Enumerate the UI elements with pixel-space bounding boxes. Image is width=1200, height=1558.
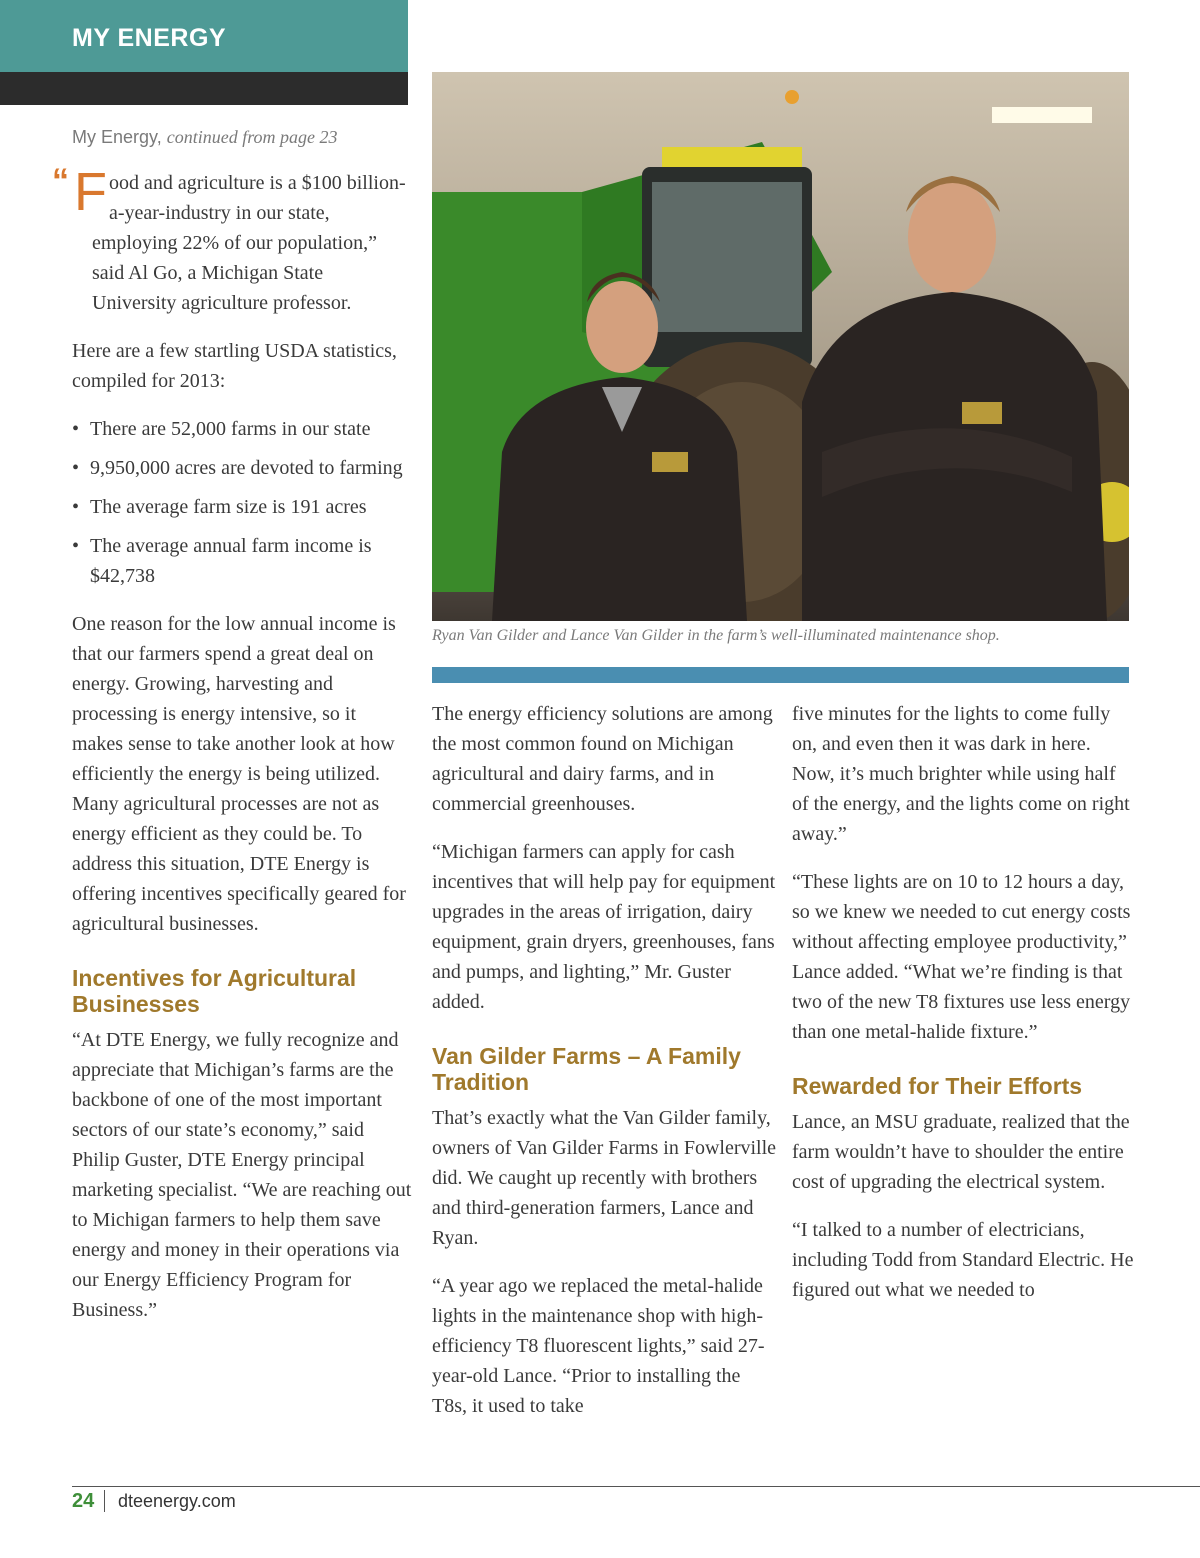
body-paragraph: five minutes for the lights to come fully on, and even then it was dark in here. Now, it’s much brighter while using half of the energy, and the lights come on right away.” bbox=[792, 703, 1130, 845]
list-item: • The average farm size is 191 acres bbox=[72, 492, 412, 522]
section-header bbox=[0, 0, 408, 72]
photo-caption: Ryan Van Gilder and Lance Van Gilder in the farm’s well-illuminated maintenance shop. bbox=[432, 627, 1000, 644]
body-paragraph: “Michigan farmers can apply for cash incentives that will help pay for equipment upgrades in the areas of irrigation, dairy equipment, grain dryers, greenhouses, fans and pumps, and lighting,” Mr. Guster added. bbox=[432, 841, 776, 1013]
subhead-incentives: Incentives for Agricultural Businesses bbox=[72, 965, 357, 1017]
section-title: MY ENERGY bbox=[72, 24, 227, 52]
middle-column bbox=[432, 699, 777, 1439]
footer-website: dteenergy.com bbox=[118, 1491, 236, 1511]
body-paragraph: That’s exactly what the Van Gilder family, owners of Van Gilder Farms in Fowlerville did. We caught up recently with brothers and third-generation farmers, Lance and Ryan. bbox=[432, 1107, 777, 1249]
section-header-bar bbox=[0, 72, 408, 105]
continued-note: My Energy, continued from page 23 bbox=[72, 127, 338, 147]
page-number: 24 bbox=[72, 1490, 95, 1512]
drop-cap: F bbox=[74, 162, 107, 222]
subhead-rewarded: Rewarded for Their Efforts bbox=[792, 1073, 1083, 1099]
farm-photo-illustration bbox=[432, 72, 1129, 621]
list-item: • There are 52,000 farms in our state bbox=[72, 414, 412, 444]
left-column bbox=[52, 122, 412, 1343]
subhead-van-gilder-farms: Van Gilder Farms – A Family Tradition bbox=[432, 1043, 741, 1095]
body-paragraph: “These lights are on 10 to 12 hours a day, so we knew we needed to cut energy costs without affecting employee productivity,” Lance added. “What we’re finding is that two of the new T8 fixtures use less energy than one metal-halide fixture.” bbox=[792, 871, 1131, 1043]
footer-rule bbox=[72, 1486, 1200, 1487]
continued-page-ref: continued from page 23 bbox=[166, 127, 338, 147]
open-quote-mark: “ bbox=[52, 162, 69, 200]
statistics-intro: Here are a few startling USDA statistics, compiled for 2013: bbox=[72, 340, 397, 392]
farm-photo bbox=[432, 72, 1129, 621]
list-item: • 9,950,000 acres are devoted to farming bbox=[72, 453, 412, 483]
right-column bbox=[792, 699, 1137, 1323]
body-paragraph: One reason for the low annual income is that our farmers spend a great deal on energy. Growing, harvesting and processing is energy intensive, so it makes sense to take another look at how efficiently the energy is being utilized. Many agricultural processes are not as energy efficient as they could be. To address this situation, DTE Energy is offering incentives specifically geared for agricultural businesses. bbox=[72, 613, 406, 935]
statistics-list bbox=[72, 414, 412, 591]
body-paragraph: “A year ago we replaced the metal-halide lights in the maintenance shop with high-efficiency T8 fluorescent lights,” said 27-year-old Lance. “Prior to installing the T8s, it used to take bbox=[432, 1275, 765, 1417]
body-paragraph: Lance, an MSU graduate, realized that the farm wouldn’t have to shoulder the entire cost of upgrading the electrical system. bbox=[792, 1111, 1130, 1193]
blue-divider bbox=[432, 667, 1129, 683]
body-paragraph: “At DTE Energy, we fully recognize and appreciate that Michigan’s farms are the backbone of one of the most important sectors of our state’s economy,” said Philip Guster, DTE Energy principal marketing specialist. “We are reaching out to Michigan farmers to help them save energy and money in their operations via our Energy Efficiency Program for Business.” bbox=[72, 1029, 412, 1321]
body-paragraph: “I talked to a number of electricians, including Todd from Standard Electric. He figured out what we needed to bbox=[792, 1219, 1134, 1301]
footer-separator bbox=[104, 1490, 105, 1512]
body-paragraph: The energy efficiency solutions are among the most common found on Michigan agricultural and dairy farms, and in commercial greenhouses. bbox=[432, 703, 773, 815]
lead-paragraph: “ F ood and agriculture is a $100 billion-a-year-industry in our state, employing 22% of our population,” said Al Go, a Michigan State University agriculture professor. bbox=[52, 162, 406, 314]
list-item: • The average annual farm income is $42,738 bbox=[72, 531, 412, 591]
